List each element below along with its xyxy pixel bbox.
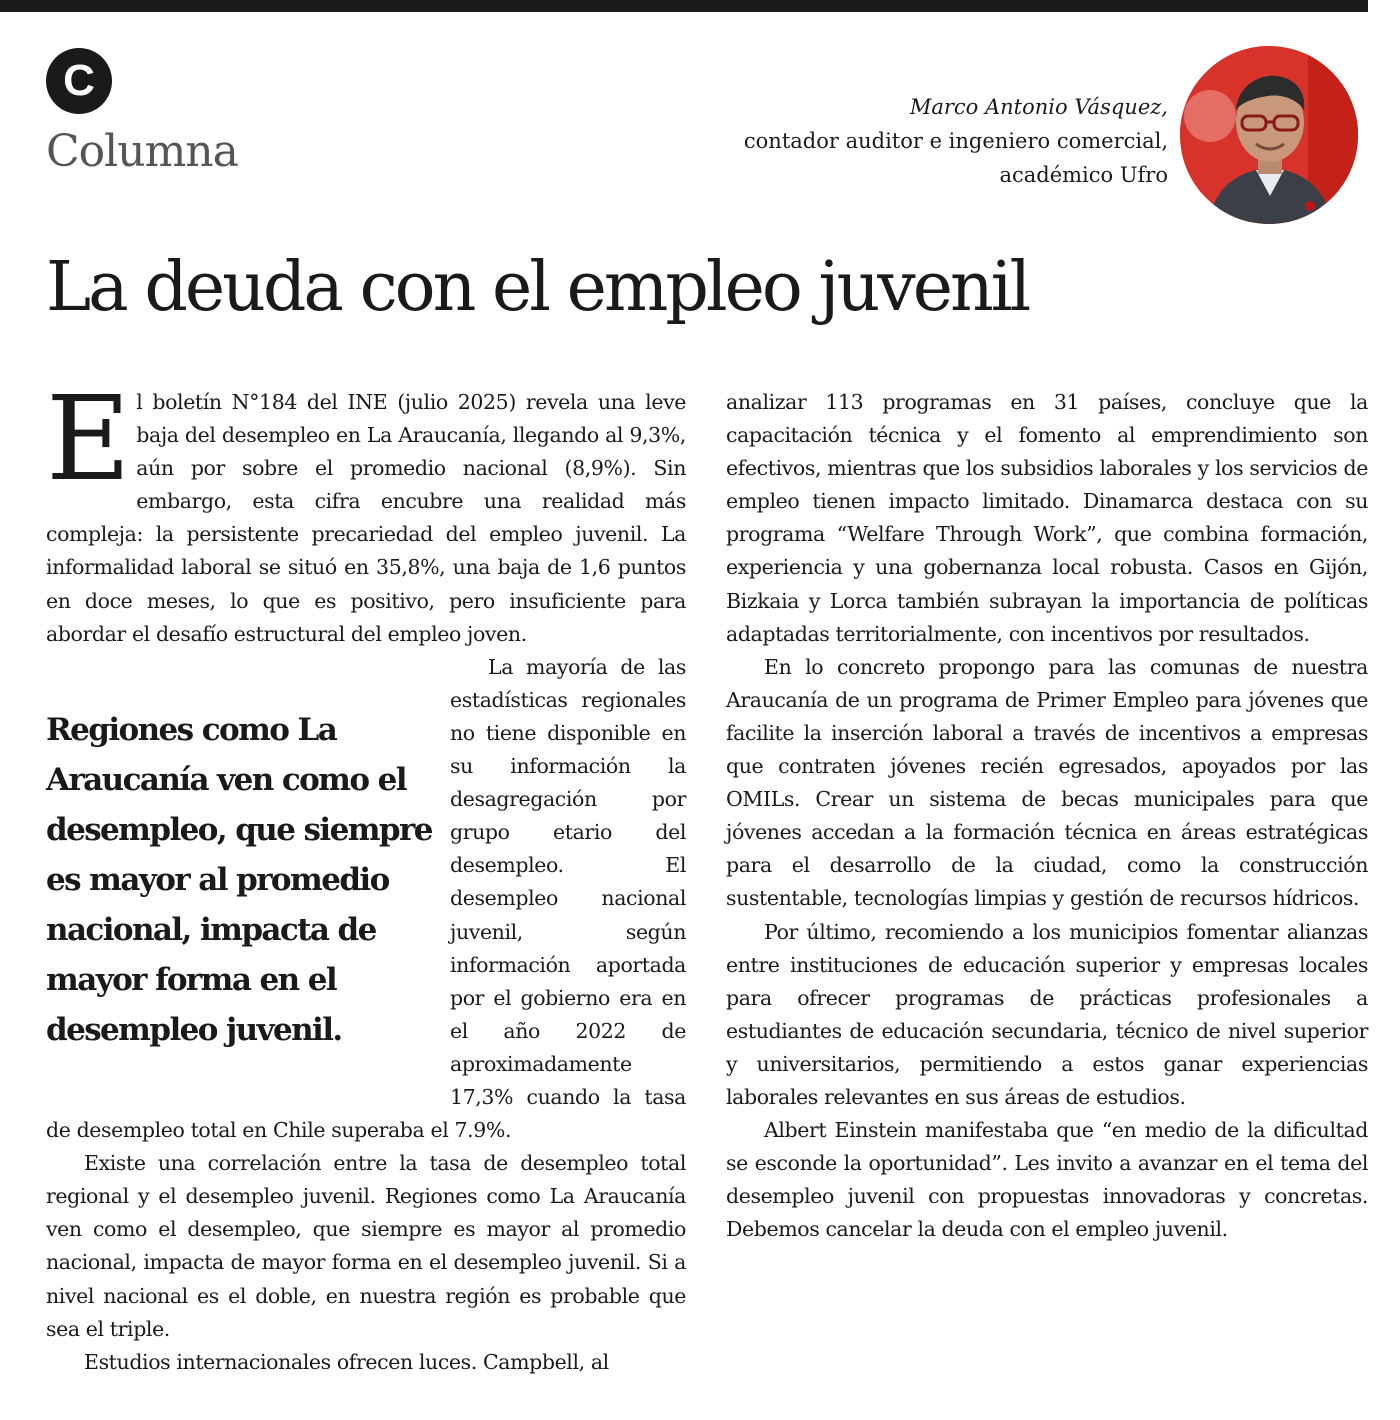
- paragraph-7: Por último, recomiendo a los municipios fomentar alianzas entre instituciones de educación superior y empresas locales para ofrecer programas de prácticas profesionales a estudiantes de educación secundaria, técnico de nivel superior y universitarios, permitiendo a estos ganar experiencias laborales relevantes en sus áreas de estudios.: [726, 919, 1368, 1109]
- paragraph-2: La mayoría de las estadísticas regionales no tiene disponible en su información la desagregación por grupo etario del desempleo. El desempleo nacional juvenil, según información aportada por el gobierno era en el año 2022 de aproximadamente 17,3% cuando la tasa de desempleo total en Chile superaba el 7.9%.: [46, 654, 686, 1143]
- paragraph-8: Albert Einstein manifestaba que “en medio de la dificultad se esconde la oportunidad”. Les invito a avanzar en el tema del desempleo juvenil con propuestas innovadoras y concretas. Debemos cancelar la deuda con el empleo juvenil.: [726, 1118, 1368, 1242]
- author-byline: [744, 90, 1168, 192]
- article-column-left: [46, 372, 686, 1379]
- author-portrait-svg: [1180, 46, 1358, 224]
- section-badge: C: [46, 48, 112, 114]
- paragraph-1-text: l boletín N°184 del INE (julio 2025) revela una leve baja del desempleo en La Araucanía, llegando al 9,3%, aún por sobre el promedio nacional (8,9%). Sin embargo, esta cifra encubre una realidad más compleja: la persistente precariedad del empleo juvenil. La informalidad laboral se situó en 35,8%, una baja de 1,6 puntos en doce meses, lo que es positivo, pero insuficiente para abordar el desafío estructural del empleo joven.: [46, 390, 686, 646]
- paragraph-3: Existe una correlación entre la tasa de desempleo total regional y el desempleo juvenil. Regiones como La Araucanía ven como el desempleo, que siempre es mayor al promedio nacional, impacta de mayor forma en el desempleo juvenil. Si a nivel nacional es el doble, en nuestra región es probable que sea el triple.: [46, 1151, 686, 1341]
- section-label: Columna: [46, 126, 238, 177]
- article-headline: La deuda con el empleo juvenil: [46, 248, 1029, 327]
- paragraph-6: En lo concreto propongo para las comunas de nuestra Araucanía de un programa de Primer Empleo para jóvenes que facilite la inserción laboral a través de incentivos a empresas que contraten jóvenes recién egresados, apoyados por las OMILs. Crear un sistema de becas municipales para que jóvenes accedan a la formación técnica en áreas estratégicas para el desarrollo de la ciudad, como la construcción sustentable, tecnologías limpias y gestión de recursos hídricos.: [726, 654, 1368, 911]
- author-role: contador auditor e ingeniero comercial,: [743, 129, 1168, 153]
- author-name: Marco Antonio Vásquez,: [909, 95, 1168, 119]
- paragraph-4: Estudios internacionales ofrecen luces. Campbell, al: [84, 1349, 609, 1374]
- paragraph-5: analizar 113 programas en 31 países, concluye que la capacitación técnica y el fomento al emprendimiento son efectivos, mientras que los subsidios laborales y los servicios de empleo tienen impacto limitado. Dinamarca destaca con su programa “Welfare Through Work”, que combina formación, experiencia y una gobernanza local robusta. Casos en Gijón, Bizkaia y Lorca también subrayan la importancia de políticas adaptadas territorialmente, con incentivos por resultados.: [726, 390, 1368, 646]
- author-portrait-icon: [1180, 46, 1358, 224]
- drop-cap: E: [46, 372, 131, 507]
- top-rule: [0, 0, 1368, 12]
- author-affiliation: académico Ufro: [999, 163, 1168, 187]
- pull-quote-box: [46, 651, 450, 1105]
- pull-quote: Regiones como La Araucanía ven como el desempleo, que siempre es mayor al promedio nacional, impacta de mayor forma en el desempleo juvenil.: [46, 711, 432, 1048]
- article-column-right: [726, 386, 1368, 1246]
- paragraph-1: [46, 372, 686, 651]
